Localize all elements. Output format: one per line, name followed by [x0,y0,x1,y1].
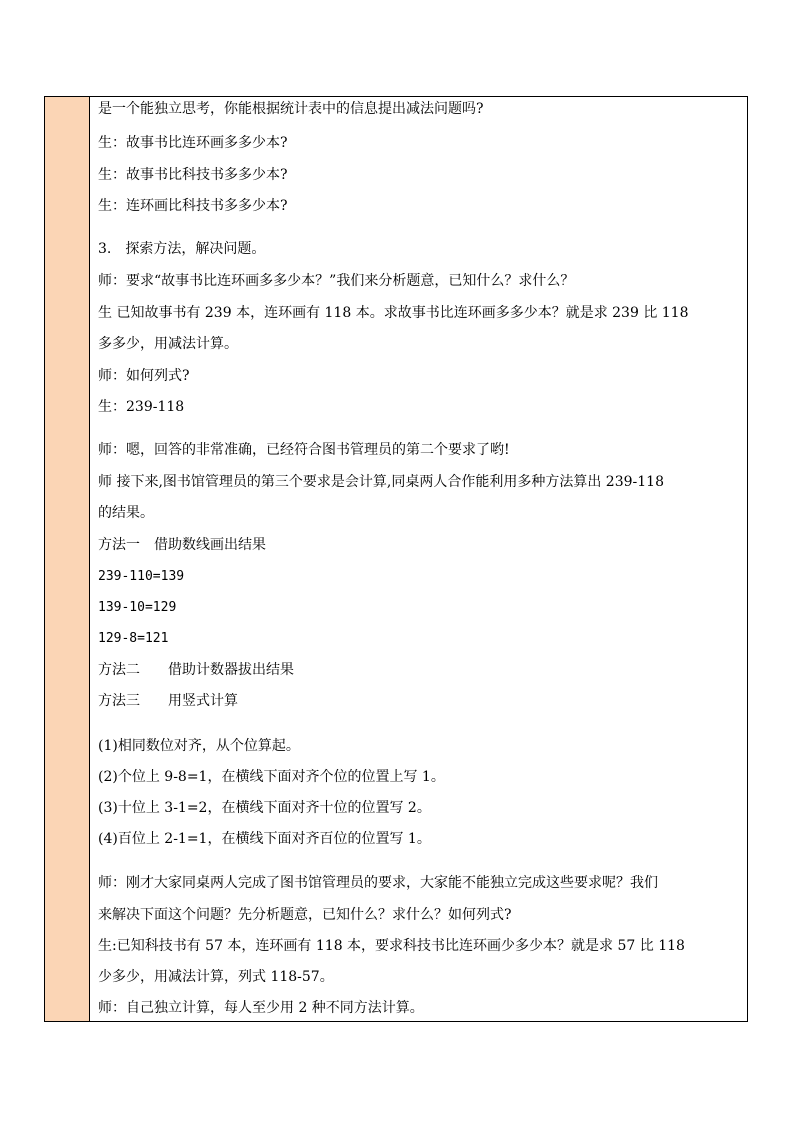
text-line: 来解决下面这个问题？先分析题意，已知什么？求什么？如何列式? [98,907,512,923]
equation-line: 129-8=121 [98,631,169,646]
text-line: 生：故事书比连环画多多少本? [98,135,288,151]
text-line: 是一个能独立思考，你能根据统计表中的信息提出减法问题吗? [98,101,484,117]
text-line: 师 接下来,图书馆管理员的第三个要求是会计算,同桌两人合作能利用多种方法算出 239-118 [98,474,664,490]
text-line: 生：故事书比科技书多多少本? [98,167,288,183]
text-line: 师：嗯，回答的非常准确，已经符合图书管理员的第二个要求了哟! [98,442,510,458]
text-line: 生 已知故事书有 239 本，连环画有 118 本。求故事书比连环画多多少本？就是求 239 比 118 [98,305,689,321]
section-heading: 3. 探索方法，解决问题。 [98,241,266,257]
equation-line: 239-110=139 [98,569,185,584]
text-line: 多多少，用减法计算。 [98,336,238,352]
text-line: 少多少，用减法计算，列式 118-57。 [98,969,334,985]
text-line: 生：连环画比科技书多多少本? [98,198,288,214]
text-line: 生:已知科技书有 57 本，连环画有 118 本，要求科技书比连环画少多少本？就是求 57 比 118 [98,938,685,954]
step-line: (2)个位上 9-8=1，在横线下面对齐个位的位置上写 1。 [98,769,445,785]
method-heading: 方法三 用竖式计算 [98,693,238,709]
text-line: 师：如何列式? [98,368,190,384]
text-line: 师：自己独立计算，每人至少用 2 种不同方法计算。 [98,1000,424,1016]
method-heading: 方法一 借助数线画出结果 [98,537,266,553]
step-line: (1)相同数位对齐，从个位算起。 [98,738,300,754]
step-line: (3)十位上 3-1=2，在横线下面对齐十位的位置写 2。 [98,800,431,816]
lesson-content [90,97,747,1021]
step-line: (4)百位上 2-1=1，在横线下面对齐百位的位置写 1。 [98,831,431,847]
lesson-table [44,96,748,1022]
equation-line: 139-10=129 [98,600,177,615]
text-line: 师：要求“故事书比连环画多多少本？”我们来分析题意，已知什么？求什么？ [98,273,575,289]
text-line: 生：239-118 [98,399,185,415]
text-line: 师：刚才大家同桌两人完成了图书馆管理员的要求，大家能不能独立完成这些要求呢？我们 [98,875,658,891]
text-line: 的结果。 [98,505,154,521]
side-column [45,97,90,1021]
method-heading: 方法二 借助计数器拔出结果 [98,662,294,678]
